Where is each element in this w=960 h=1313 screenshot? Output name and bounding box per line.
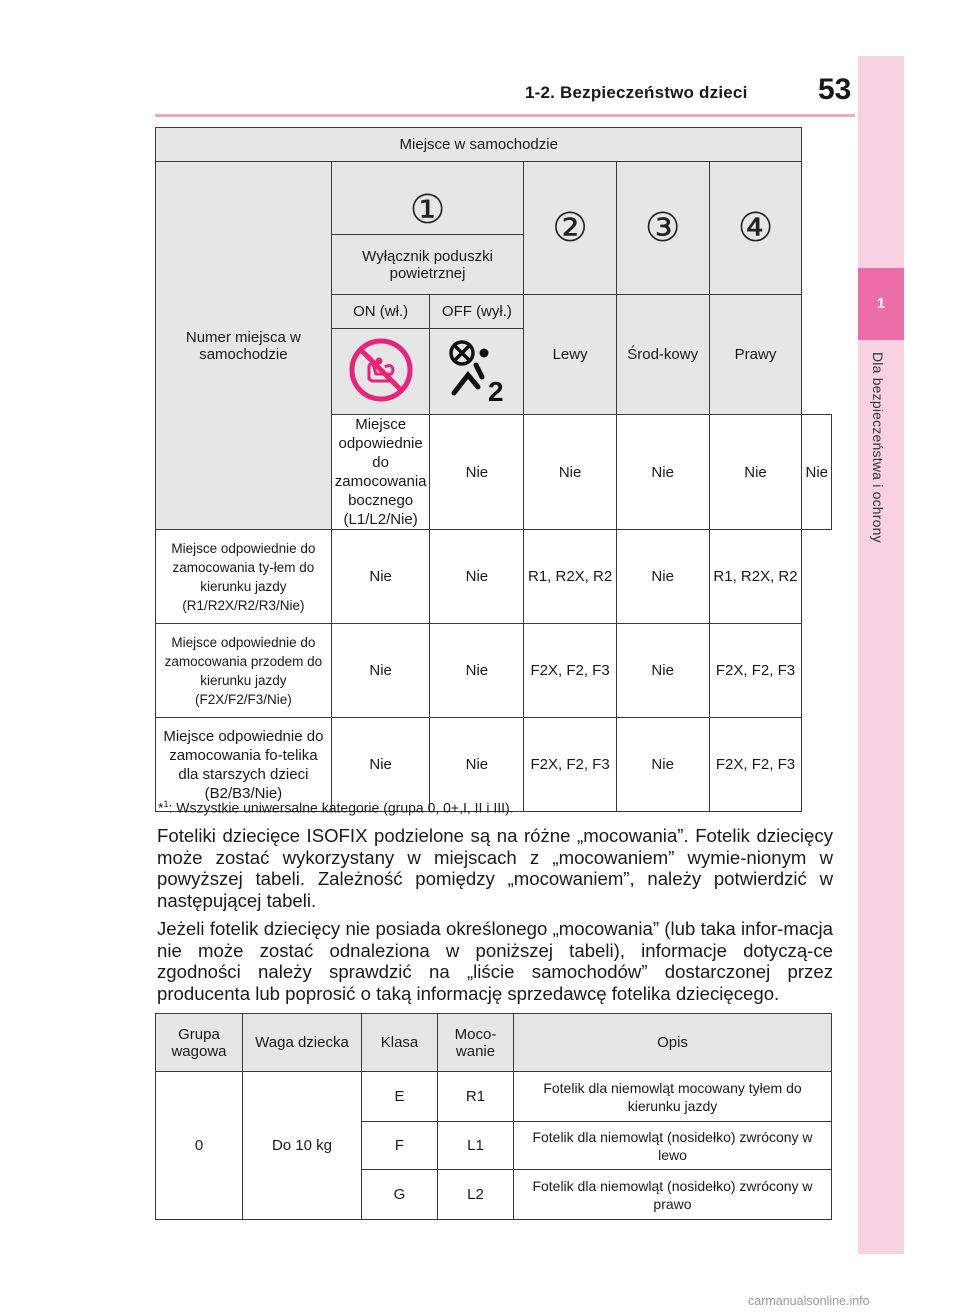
group-value: 0 <box>156 1072 243 1220</box>
cell: F2X, F2, F3 <box>709 718 802 812</box>
paragraph-2: Jeżeli fotelik dziecięcy nie posiada określonego „mocowania” (lub taka infor-macja nie może zostać odnaleziona w poniższej tabeli), informacje dotyczą-ce zgodności należy sprawdzić na „liście samochodów” dostarczonej przez producenta lub poprosić o taką informację sprzedawcę fotelika dziecięcego. <box>157 918 833 1004</box>
table-row <box>156 1072 832 1122</box>
chapter-number: 1 <box>858 268 904 340</box>
cell: Nie <box>616 624 709 718</box>
footnote <box>158 799 514 816</box>
airbag-off-icon <box>442 375 512 409</box>
cell: Nie <box>331 718 430 812</box>
seat-compatibility-table <box>155 127 832 812</box>
header-weight: Waga dziecka <box>243 1014 362 1072</box>
position-center: Środ-kowy <box>616 295 709 415</box>
row-label-header: Numer miejsca w samochodzie <box>156 162 332 530</box>
seat-number-4: ④ <box>737 205 774 251</box>
row-label: Miejsce odpowiednie do zamocowania ty-łem do kierunku jazdy (R1/R2X/R2/R3/Nie) <box>156 530 332 624</box>
switch-on-label: ON (wł.) <box>331 295 430 329</box>
cell: R1, R2X, R2 <box>524 530 617 624</box>
cell: Nie <box>430 624 524 718</box>
weight-value: Do 10 kg <box>243 1072 362 1220</box>
paragraph-1: Foteliki dziecięce ISOFIX podzielone są na różne „mocowania”. Fotelik dziecięcy może zostać wykorzystany w miejscach z „mocowaniem” wymie-nionym w powyższej tabeli. Zależność pomiędzy „mocowaniem”, należy potwierdzić w następującej tabeli. <box>157 825 833 911</box>
airbag-switch-label: Wyłącznik poduszki powietrznej <box>331 235 524 295</box>
header-mount: Moco-wanie <box>438 1014 514 1072</box>
description-value: Fotelik dla niemowląt (nosidełko) zwrócony w lewo <box>514 1122 832 1170</box>
chapter-title: Dla bezpieczeństwa i ochrony <box>870 352 886 543</box>
cell: Nie <box>430 415 524 530</box>
cell: Nie <box>524 415 617 530</box>
cell: Nie <box>709 415 802 530</box>
header-description: Opis <box>514 1014 832 1072</box>
table-row <box>156 718 832 812</box>
cell: F2X, F2, F3 <box>524 624 617 718</box>
table-top-header: Miejsce w samochodzie <box>156 128 802 162</box>
mounting-class-table <box>155 1013 832 1220</box>
page-number: 53 <box>818 73 852 106</box>
header-divider <box>155 114 855 117</box>
position-right: Prawy <box>709 295 802 415</box>
row-label: Miejsce odpowiednie do zamocowania bocznego (L1/L2/Nie) <box>331 415 430 530</box>
seat-number-1: ① <box>409 187 446 233</box>
cell: Nie <box>616 718 709 812</box>
header-class: Klasa <box>362 1014 438 1072</box>
cell: F2X, F2, F3 <box>709 624 802 718</box>
class-value: E <box>362 1072 438 1122</box>
cell: Nie <box>430 718 524 812</box>
cell: Nie <box>616 415 709 530</box>
cell: Nie <box>616 530 709 624</box>
cell: Nie <box>331 530 430 624</box>
seat-number-3: ③ <box>644 205 681 251</box>
cell: F2X, F2, F3 <box>524 718 617 812</box>
row-label: Miejsce odpowiednie do zamocowania przodem do kierunku jazdy (F2X/F2/F3/Nie) <box>156 624 332 718</box>
footnote-sup: 1 <box>163 799 169 809</box>
footnote-marker: * <box>158 799 164 816</box>
cell: R1, R2X, R2 <box>709 530 802 624</box>
table-row <box>156 624 832 718</box>
footnote-text: : Wszystkie uniwersalne kategorie (grupa 0, 0+,I, II i III). <box>168 799 514 816</box>
airbag-prohibited-icon <box>348 390 414 407</box>
table-row <box>156 530 832 624</box>
class-value: G <box>362 1170 438 1220</box>
chapter-side-tab <box>858 56 904 1254</box>
description-value: Fotelik dla niemowląt mocowany tyłem do kierunku jazdy <box>514 1072 832 1122</box>
description-value: Fotelik dla niemowląt (nosidełko) zwrócony w prawo <box>514 1170 832 1220</box>
cell: Nie <box>430 530 524 624</box>
mount-value: L1 <box>438 1122 514 1170</box>
mount-value: R1 <box>438 1072 514 1122</box>
mount-value: L2 <box>438 1170 514 1220</box>
airbag-off-digit: 2 <box>487 375 504 405</box>
switch-off-label: OFF (wył.) <box>430 295 524 329</box>
class-value: F <box>362 1122 438 1170</box>
cell: Nie <box>331 624 430 718</box>
seat-number-2: ② <box>552 205 589 251</box>
watermark: carmanualsonline.info <box>748 1294 870 1308</box>
row-label: Miejsce odpowiednie do zamocowania fo-telika dla starszych dzieci (B2/B3/Nie) <box>156 718 332 812</box>
cell: Nie <box>802 415 832 530</box>
position-left: Lewy <box>524 295 617 415</box>
section-title: 1-2. Bezpieczeństwo dzieci <box>525 83 748 102</box>
header-group: Grupa wagowa <box>156 1014 243 1072</box>
